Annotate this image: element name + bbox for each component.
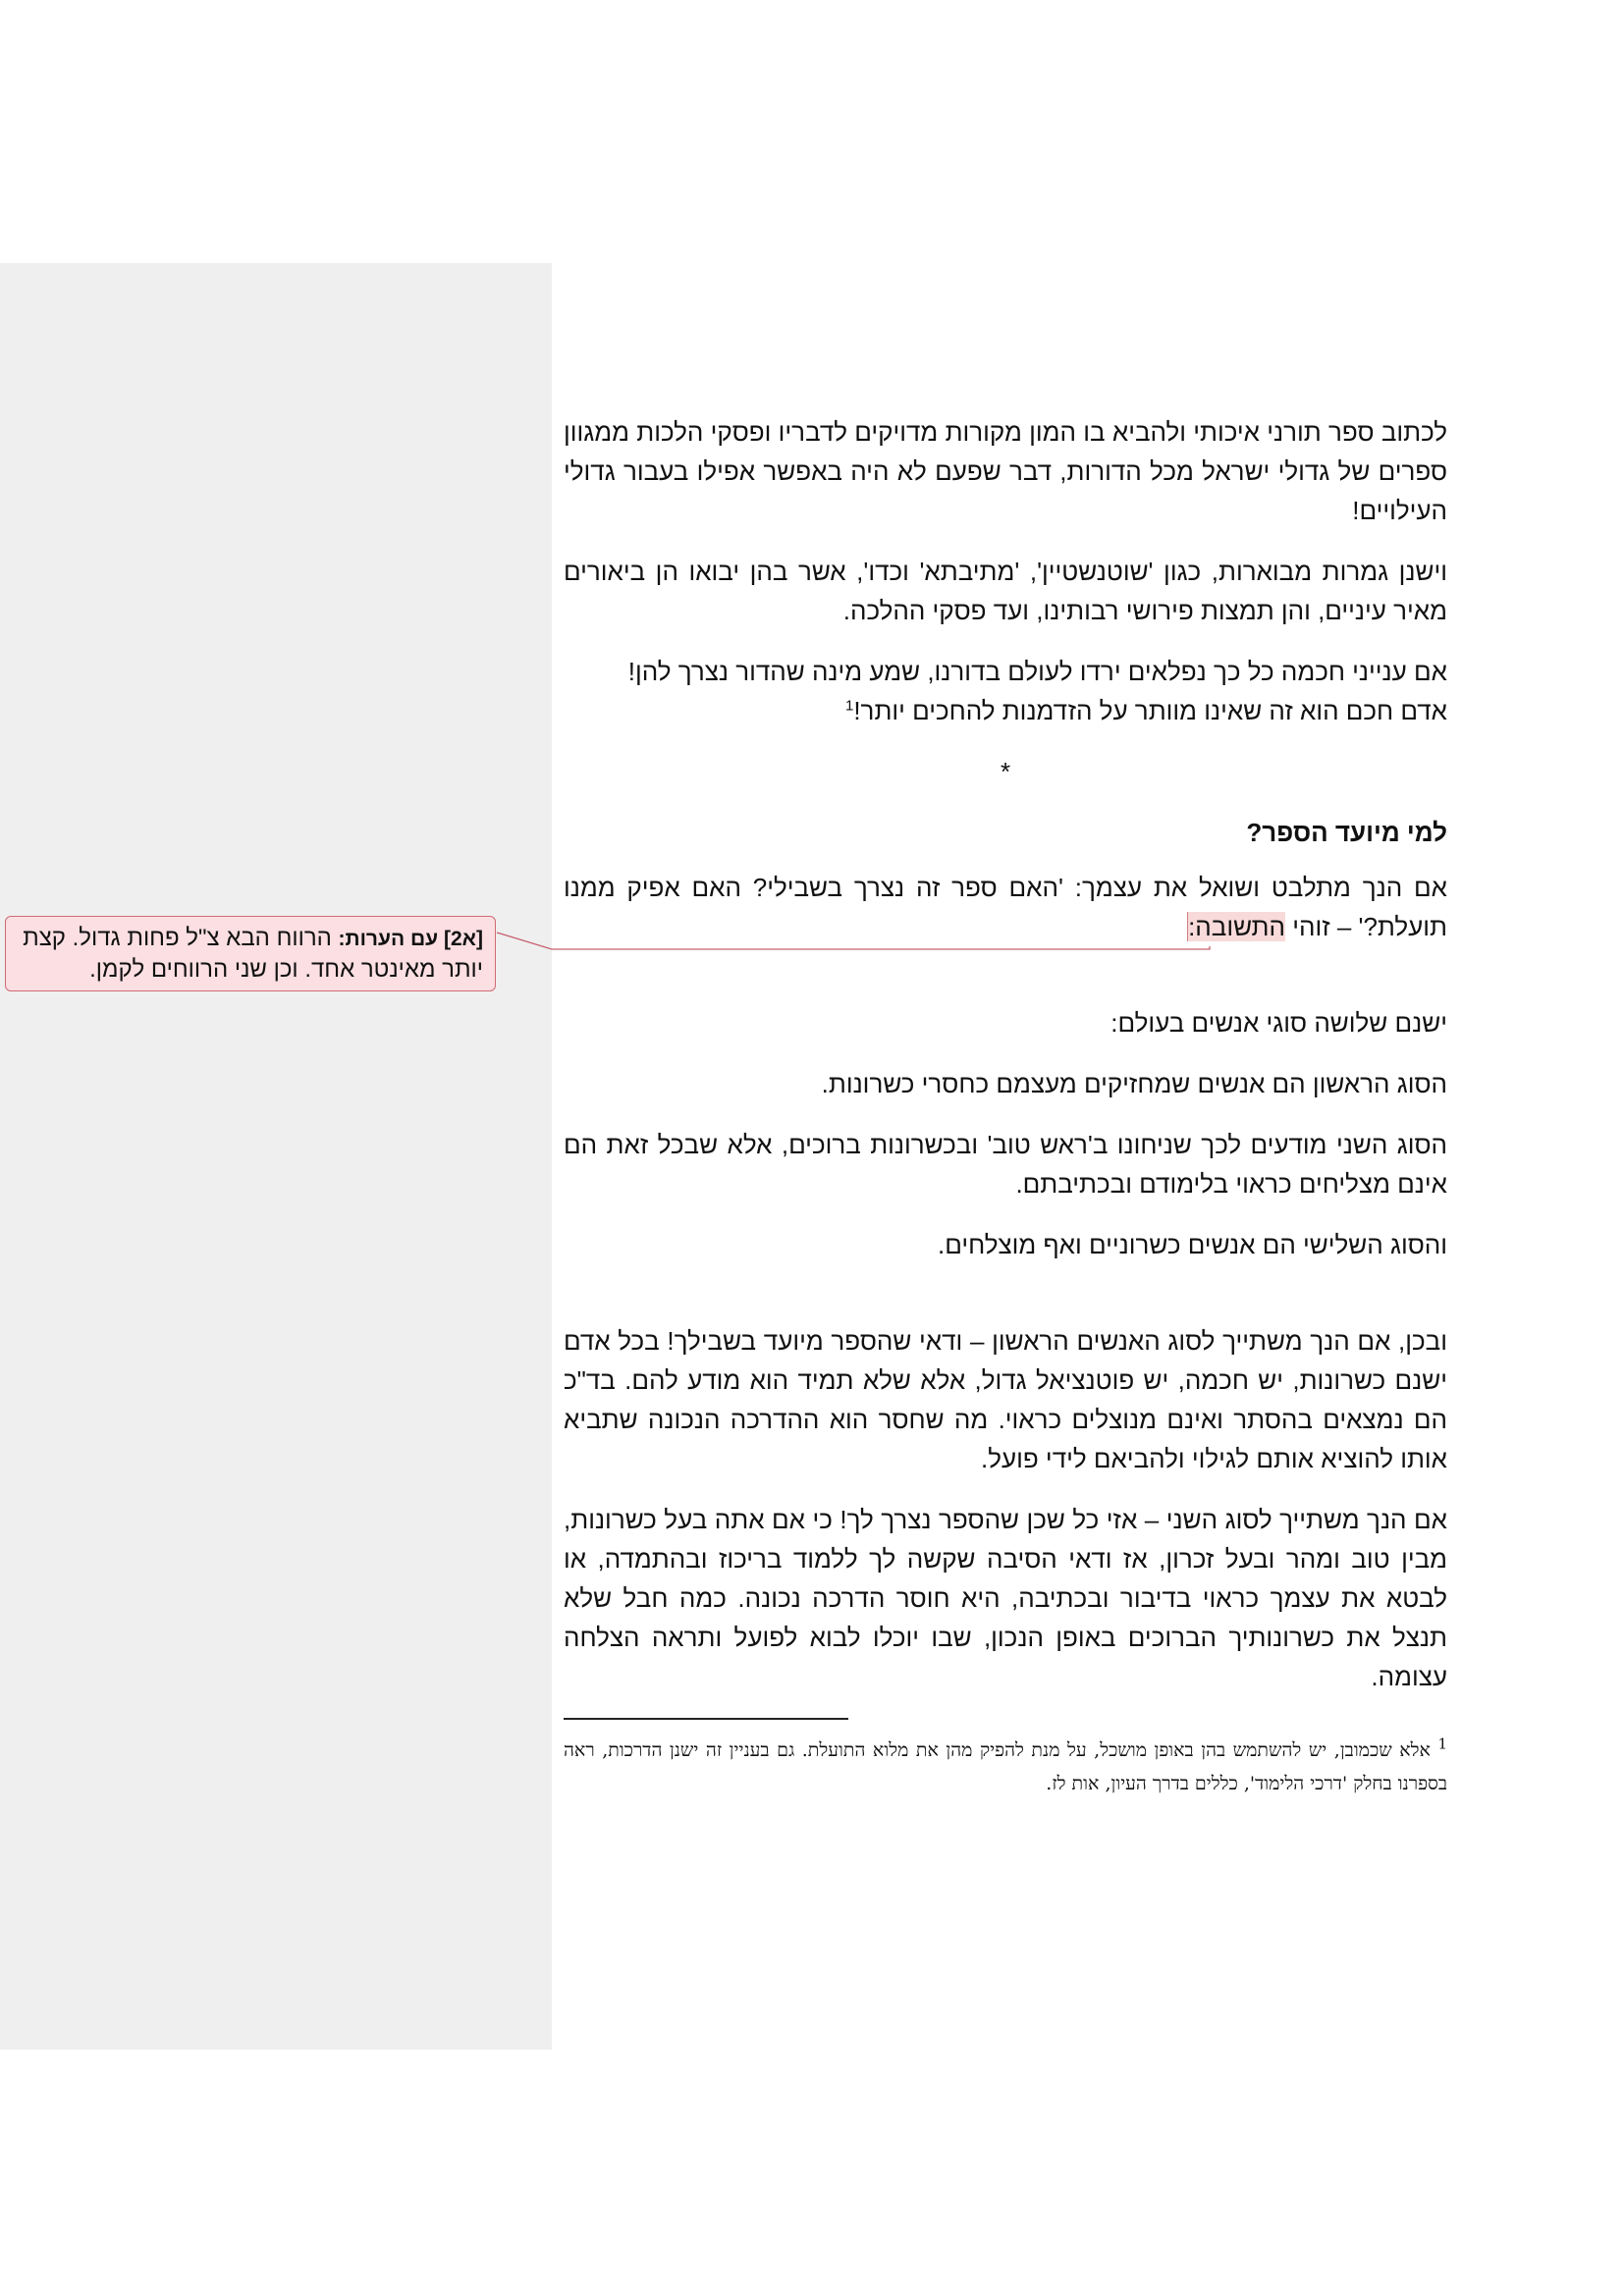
section-separator: * [1000,757,1011,786]
second-type-paragraph: אם הנך משתייך לסוג השני – אזי כל שכן שהספר נצרך לך! כי אם אתה בעל כשרונות, מבין טוב ומהר ובעל זכרון, אז ודאי הסיבה שקשה לך ללמוד בריכוז ובהתמדה, או לבטא את עצמך כראוי בדיבור ובכתיבה, היא חוסר הדרכה נכונה. כמה חבל שלא תנצל את כשרונותיך הברוכים באופן הנכון, שבו יוכלו לבוא לפועל ותראה הצלחה עצומה. [564,1505,1447,1691]
type-3-paragraph: והסוג השלישי הם אנשים כשרוניים ואף מוצלחים. [938,1230,1447,1259]
footnote-reference[interactable]: 1 [844,697,854,715]
comment-margin-panel [0,263,552,2050]
type-1-paragraph: הסוג הראשון הם אנשים שמחזיקים מעצמם כחסרי כשרונות. [821,1069,1447,1098]
types-intro: ישנם שלושה סוגי אנשים בעולם: [1110,1008,1447,1038]
document-body [564,412,1447,1822]
intro-paragraph-3 [564,652,1447,730]
type-2-paragraph: הסוג השני מודעים לכך שניחונו ב'ראש טוב' ובכשרונות ברוכים, אלא שבכל זאת הם אינם מצליחים כראוי בלימודם ובכתיבתם. [564,1130,1447,1199]
first-type-paragraph: ובכן, אם הנך משתייך לסוג האנשים הראשון – ודאי שהספר מיועד בשבילך! בכל אדם ישנם כשרונות, יש חכמה, יש פוטנציאל גדול, אלא שלא תמיד הוא מודע להם. בד"כ הם נמצאים בהסתר ואינם מנוצלים כראוי. מה שחסר הוא ההדרכה הנכונה שתביא אותו להוציא אותם לגילוי ולהביאם לידי פועל. [564,1326,1447,1473]
section-heading: למי מיועד הספר? [1246,818,1447,847]
para3-line-1: אם ענייני חכמה כל כך נפלאים ירדו לעולם בדורנו, שמע מינה שהדור נצרך להן! [627,657,1447,686]
footnote [564,1734,1447,1800]
comment-tag: [א2] עם הערות: [338,928,483,950]
question-paragraph [564,868,1447,946]
footnote-text: אלא שכמובן, יש להשתמש בהן באופן מושכל, על מנת להפיק מהן את מלוא התועלת. גם בעניין זה ישנן הדרכות, ראה בספרנו בחלק 'דרכי הלימוד', כללים בדרך העיון, אות לז. [564,1739,1447,1794]
comment-text: הרווח הבא צ"ל פחות גדול. קצת יותר מאינטר אחד. וכן שני הרווחים לקמן. [23,925,483,983]
para3-line-2: אדם חכם הוא זה שאינו מוותר על הזדמנות להחכים יותר! [853,696,1447,725]
intro-paragraph-1: לכתוב ספר תורני איכותי ולהביא בו המון מקורות מדויקים לדבריו ופסקי הלכות ממגוון ספרים של גדולי ישראל מכל הדורות, דבר שפעם לא היה באפשר אפילו בעבור גדולי העילויים! [564,417,1447,525]
intro-paragraph-2: וישנן גמרות מבוארות, כגון 'שוטנשטיין', 'מתיבתא' וכדו', אשר בהן יבואו הן ביאורים מאיר עיניים, והן תמצות פירושי רבותינו, ועד פסקי ההלכה. [564,557,1447,625]
footnote-number: 1 [1437,1735,1448,1753]
question-text: אם הנך מתלבט ושואל את עצמך: 'האם ספר זה נצרך בשבילי? האם אפיק ממנו תועלת?' – זוהי [564,873,1447,941]
footnote-separator [564,1718,848,1720]
commented-text-highlight[interactable]: התשובה: [1188,912,1285,941]
comment-balloon[interactable] [5,916,496,991]
